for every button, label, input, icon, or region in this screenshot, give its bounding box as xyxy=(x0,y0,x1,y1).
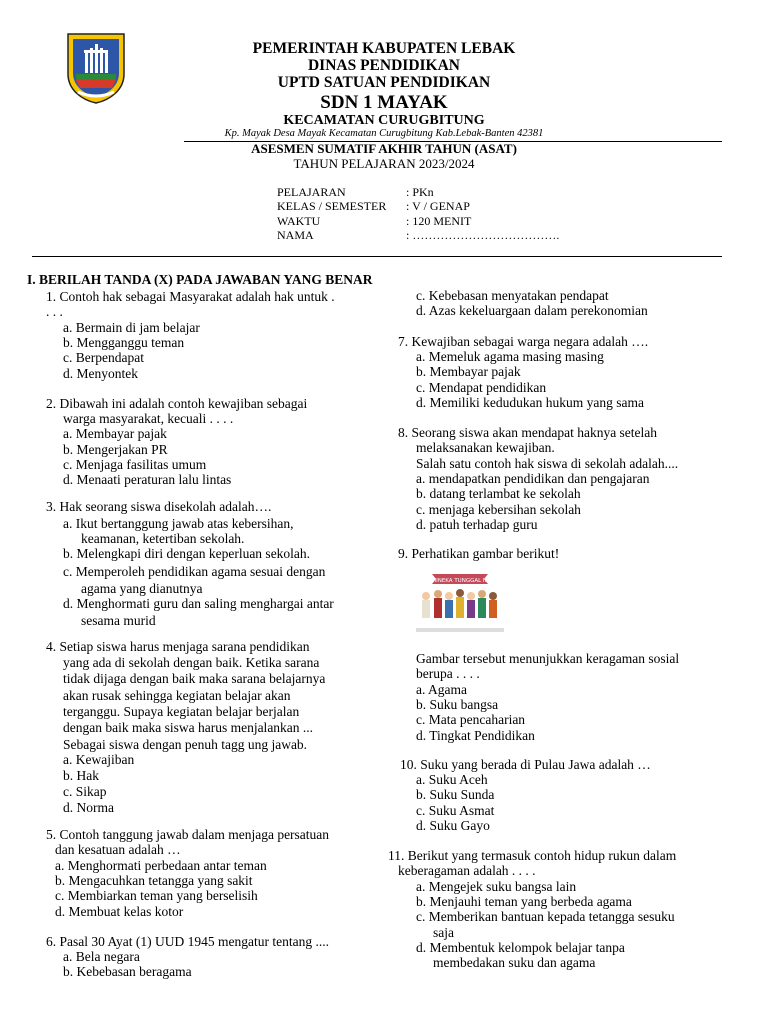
option-line: d. Membuat kelas kotor xyxy=(55,903,184,919)
option-line: b. Menjauhi teman yang berbeda agama xyxy=(416,893,632,909)
info-value: : ………………………………. xyxy=(406,227,560,242)
option-line: a. Mengejek suku bangsa lain xyxy=(416,878,577,894)
option-line: c. menjaga kebersihan sekolah xyxy=(416,501,581,517)
section-title: I. BERILAH TANDA (X) PADA JAWABAN YANG BENAR xyxy=(27,272,373,287)
option-line: d. Memiliki kedudukan hukum yang sama xyxy=(416,394,644,410)
question-line: 8. Seorang siswa akan mendapat haknya setelah xyxy=(398,425,658,441)
option-line: d. Menyontek xyxy=(63,365,138,381)
option-line: c. Menjaga fasilitas umum xyxy=(63,456,207,472)
option-line: saja xyxy=(433,924,454,940)
question-line: 3. Hak seorang siswa disekolah adalah…. xyxy=(46,499,272,515)
question-line: 2. Dibawah ini adalah contoh kewajiban sebagai xyxy=(46,395,308,411)
info-value: : V / GENAP xyxy=(406,199,470,214)
option-line: c. Mata pencaharian xyxy=(416,712,526,728)
option-line: a. Memeluk agama masing masing xyxy=(416,348,604,364)
info-label: KELAS / SEMESTER xyxy=(277,199,387,214)
info-divider xyxy=(32,256,722,257)
question-line: Salah satu contoh hak siswa di sekolah adalah.... xyxy=(416,455,679,471)
exam-title: ASESMEN SUMATIF AKHIR TAHUN (ASAT) xyxy=(251,141,517,156)
question-line: dan kesatuan adalah … xyxy=(55,842,181,858)
question-line: berupa . . . . xyxy=(416,666,480,682)
question-line: Gambar tersebut menunjukkan keragaman sosial xyxy=(416,651,680,666)
option-line: d. Norma xyxy=(63,800,114,815)
option-line: d. Menaati peraturan lalu lintas xyxy=(63,472,232,488)
info-value: : PKn xyxy=(406,185,434,199)
option-line: c. Mendapat pendidikan xyxy=(416,379,547,395)
option-line: c. Sikap xyxy=(63,784,107,799)
question-line: 11. Berikut yang termasuk contoh hidup rukun dalam xyxy=(388,848,677,863)
option-line: c. Membiarkan teman yang berselisih xyxy=(55,888,258,904)
option-line: b. Melengkapi diri dengan keperluan sekolah. xyxy=(63,546,311,562)
question-line: 6. Pasal 30 Ayat (1) UUD 1945 mengatur tentang .... xyxy=(46,933,329,949)
option-line: a. Agama xyxy=(416,681,467,697)
school-address: Kp. Mayak Desa Mayak Kecamatan Curugbitung Kab.Lebak-Banten 42381 xyxy=(224,128,544,139)
option-line: d. Suku Gayo xyxy=(416,818,490,833)
question-line: akan rusak sehingga kegiatan belajar akan xyxy=(63,687,291,703)
school-name: SDN 1 MAYAK xyxy=(320,92,448,113)
question-line: keberagaman adalah . . . . xyxy=(398,863,536,879)
option-line: a. Bermain di jam belajar xyxy=(63,319,200,335)
info-value: : 120 MENIT xyxy=(406,213,472,228)
option-line: b. Suku bangsa xyxy=(416,696,499,712)
cultural-diversity-illustration xyxy=(416,570,504,636)
district-name: KECAMATAN CURUGBITUNG xyxy=(283,113,485,128)
question-line: 7. Kewajiban sebagai warga negara adalah …. xyxy=(398,333,649,349)
option-line: d. patuh terhadap guru xyxy=(416,516,538,532)
option-line: c. Suku Asmat xyxy=(416,802,495,818)
option-line: b. Mengerjakan PR xyxy=(63,441,168,457)
option-line: a. Membayar pajak xyxy=(63,426,167,442)
option-line: d. Membentuk kelompok belajar tanpa xyxy=(416,939,625,955)
question-line: yang ada di sekolah dengan baik. Ketika sarana xyxy=(63,655,320,671)
info-label: NAMA xyxy=(277,227,314,242)
school-year: TAHUN PELAJARAN 2023/2024 xyxy=(293,156,475,171)
option-line: a. Bela negara xyxy=(63,948,140,964)
question-line: melaksanakan kewajiban. xyxy=(416,440,555,456)
option-line: c. Memperoleh pendidikan agama sesuai dengan xyxy=(63,563,326,579)
option-line: membedakan suku dan agama xyxy=(433,955,596,971)
option-line: keamanan, ketertiban sekolah. xyxy=(81,531,245,546)
option-line: d. Azas kekeluargaan dalam perekonomian xyxy=(416,303,648,319)
option-line: b. datang terlambat ke sekolah xyxy=(416,486,581,502)
option-line: b. Mengganggu teman xyxy=(63,334,185,350)
question-line: terganggu. Supaya kegiatan belajar berjalan xyxy=(63,704,300,719)
option-line: c. Kebebasan menyatakan pendapat xyxy=(416,288,609,303)
option-line: b. Membayar pajak xyxy=(416,364,521,380)
question-line: 1. Contoh hak sebagai Masyarakat adalah hak untuk . xyxy=(46,289,335,304)
option-line: sesama murid xyxy=(81,612,156,628)
question-line: warga masyarakat, kecuali . . . . xyxy=(63,411,234,426)
option-line: a. Kewajiban xyxy=(63,752,135,767)
question-line: . . . xyxy=(46,304,63,320)
option-line: b. Suku Sunda xyxy=(416,787,495,803)
question-line: dengan baik maka siswa harus menjalankan ... xyxy=(63,720,314,736)
option-line: b. Hak xyxy=(63,768,99,783)
header-government: PEMERINTAH KABUPATEN LEBAK xyxy=(252,40,516,57)
question-line: Sebagai siswa dengan penuh tagg ung jawab. xyxy=(63,736,308,752)
illustration-banner: BHINEKA TUNGGAL IKA xyxy=(428,578,492,584)
info-label: PELAJARAN xyxy=(277,185,346,199)
header-unit: UPTD SATUAN PENDIDIKAN xyxy=(277,74,491,91)
option-line: c. Berpendapat xyxy=(63,350,144,366)
option-line: a. Menghormati perbedaan antar teman xyxy=(55,857,267,873)
question-line: 10. Suku yang berada di Pulau Jawa adalah … xyxy=(400,756,651,772)
option-line: a. mendapatkan pendidikan dan pengajaran xyxy=(416,471,650,486)
option-line: b. Mengacuhkan tetangga yang sakit xyxy=(55,872,253,888)
question-line: 9. Perhatikan gambar berikut! xyxy=(398,546,560,562)
option-line: b. Kebebasan beragama xyxy=(63,964,192,980)
option-line: a. Ikut bertanggung jawab atas kebersihan, xyxy=(63,515,294,531)
option-line: agama yang dianutnya xyxy=(81,580,203,596)
header-office: DINAS PENDIDIKAN xyxy=(307,57,460,74)
question-line: 4. Setiap siswa harus menjaga sarana pendidikan xyxy=(46,638,310,654)
option-line: d. Menghormati guru dan saling menghargai antar xyxy=(63,596,334,612)
option-line: d. Tingkat Pendidikan xyxy=(416,727,535,743)
option-line: c. Memberikan bantuan kepada tetangga sesuku xyxy=(416,909,675,925)
option-line: a. Suku Aceh xyxy=(416,772,488,788)
question-line: 5. Contoh tanggung jawab dalam menjaga persatuan xyxy=(46,827,330,842)
question-line: tidak dijaga dengan baik maka sarana belajarnya xyxy=(63,671,326,687)
info-label: WAKTU xyxy=(277,213,321,228)
